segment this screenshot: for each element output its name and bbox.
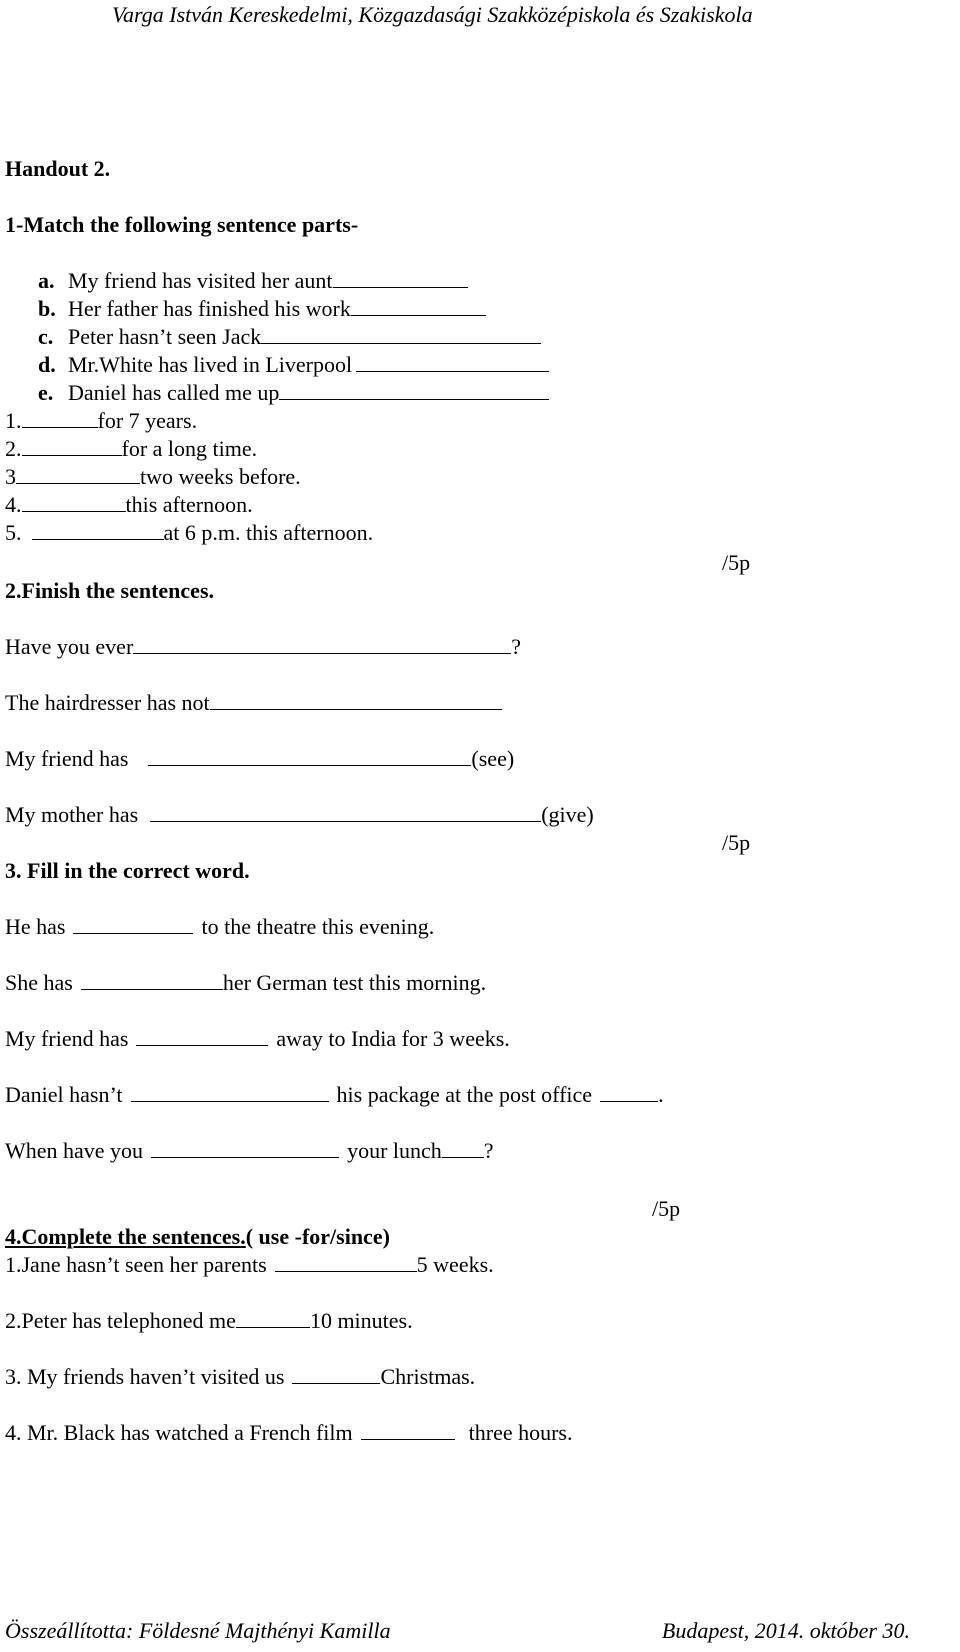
answer-blank[interactable] xyxy=(81,988,223,990)
handout-title: Handout 2. xyxy=(5,156,111,181)
sentence-item: My friend has (see) xyxy=(5,746,515,771)
sentence-item: She has her German test this morning. xyxy=(5,970,487,995)
answer-blank[interactable] xyxy=(292,1382,380,1384)
sentence-item: When have you your lunch ? xyxy=(5,1138,494,1163)
exercise2-score: /5p xyxy=(722,830,751,855)
answer-blank[interactable] xyxy=(73,932,193,934)
list-item: d. Mr.White has lived in Liverpool xyxy=(38,354,549,376)
answer-blank[interactable] xyxy=(136,1044,268,1046)
footer-author: Összeállította: Földesné Majthényi Kamilla xyxy=(5,1618,391,1643)
sentence-item: 3. My friends haven’t visited us Christmas. xyxy=(5,1364,476,1389)
answer-blank[interactable] xyxy=(279,398,549,400)
answer-blank[interactable] xyxy=(261,342,541,344)
list-item: 4. this afternoon. xyxy=(5,492,253,517)
sentence-item: Have you ever ? xyxy=(5,634,522,659)
sentence-item: 2.Peter has telephoned me 10 minutes. xyxy=(5,1308,413,1333)
answer-blank[interactable] xyxy=(442,1156,484,1158)
answer-blank[interactable] xyxy=(151,1156,339,1158)
answer-blank[interactable] xyxy=(210,708,502,710)
sentence-item: 1.Jane hasn’t seen her parents 5 weeks. xyxy=(5,1252,494,1277)
sentence-item: The hairdresser has not xyxy=(5,692,502,714)
answer-blank[interactable] xyxy=(333,286,468,288)
list-item: c. Peter hasn’t seen Jack xyxy=(38,326,541,348)
list-item: 2. for a long time. xyxy=(5,436,258,461)
answer-blank[interactable] xyxy=(22,510,126,512)
answer-blank[interactable] xyxy=(22,426,98,428)
list-item: 5. at 6 p.m. this afternoon. xyxy=(5,520,374,545)
list-item: 3 two weeks before. xyxy=(5,464,301,489)
sentence-item: My friend has away to India for 3 weeks. xyxy=(5,1026,510,1051)
sentence-item: Daniel hasn’t his package at the post office . xyxy=(5,1082,664,1107)
answer-blank[interactable] xyxy=(22,454,122,456)
exercise4-title: 4.Complete the sentences.( use -for/since) xyxy=(5,1224,390,1249)
answer-blank[interactable] xyxy=(150,820,541,822)
answer-blank[interactable] xyxy=(131,1100,329,1102)
exercise1-title: 1-Match the following sentence parts- xyxy=(5,212,359,237)
sentence-item: He has to the theatre this evening. xyxy=(5,914,435,939)
answer-blank[interactable] xyxy=(275,1270,417,1272)
exercise3-score: /5p xyxy=(652,1196,681,1221)
answer-blank[interactable] xyxy=(16,482,140,484)
list-item: e. Daniel has called me up xyxy=(38,382,549,404)
answer-blank[interactable] xyxy=(361,1438,455,1440)
answer-blank[interactable] xyxy=(133,652,511,654)
answer-blank[interactable] xyxy=(356,370,549,372)
answer-blank[interactable] xyxy=(600,1100,658,1102)
list-item: 1. for 7 years. xyxy=(5,408,198,433)
exercise3-title: 3. Fill in the correct word. xyxy=(5,858,250,883)
exercise2-title: 2.Finish the sentences. xyxy=(5,578,214,603)
sentence-item: 4. Mr. Black has watched a French film three hours. xyxy=(5,1420,573,1445)
answer-blank[interactable] xyxy=(236,1326,310,1328)
list-item: b. Her father has finished his work xyxy=(38,298,486,320)
answer-blank[interactable] xyxy=(32,538,164,540)
answer-blank[interactable] xyxy=(351,314,486,316)
list-item: a. My friend has visited her aunt xyxy=(38,270,468,292)
answer-blank[interactable] xyxy=(148,764,471,766)
school-header: Varga István Kereskedelmi, Közgazdasági Szakközépiskola és Szakiskola xyxy=(112,2,753,27)
footer-place-date: Budapest, 2014. október 30. xyxy=(661,1618,910,1643)
sentence-item: My mother has (give) xyxy=(5,802,594,827)
exercise1-score: /5p xyxy=(722,550,751,575)
